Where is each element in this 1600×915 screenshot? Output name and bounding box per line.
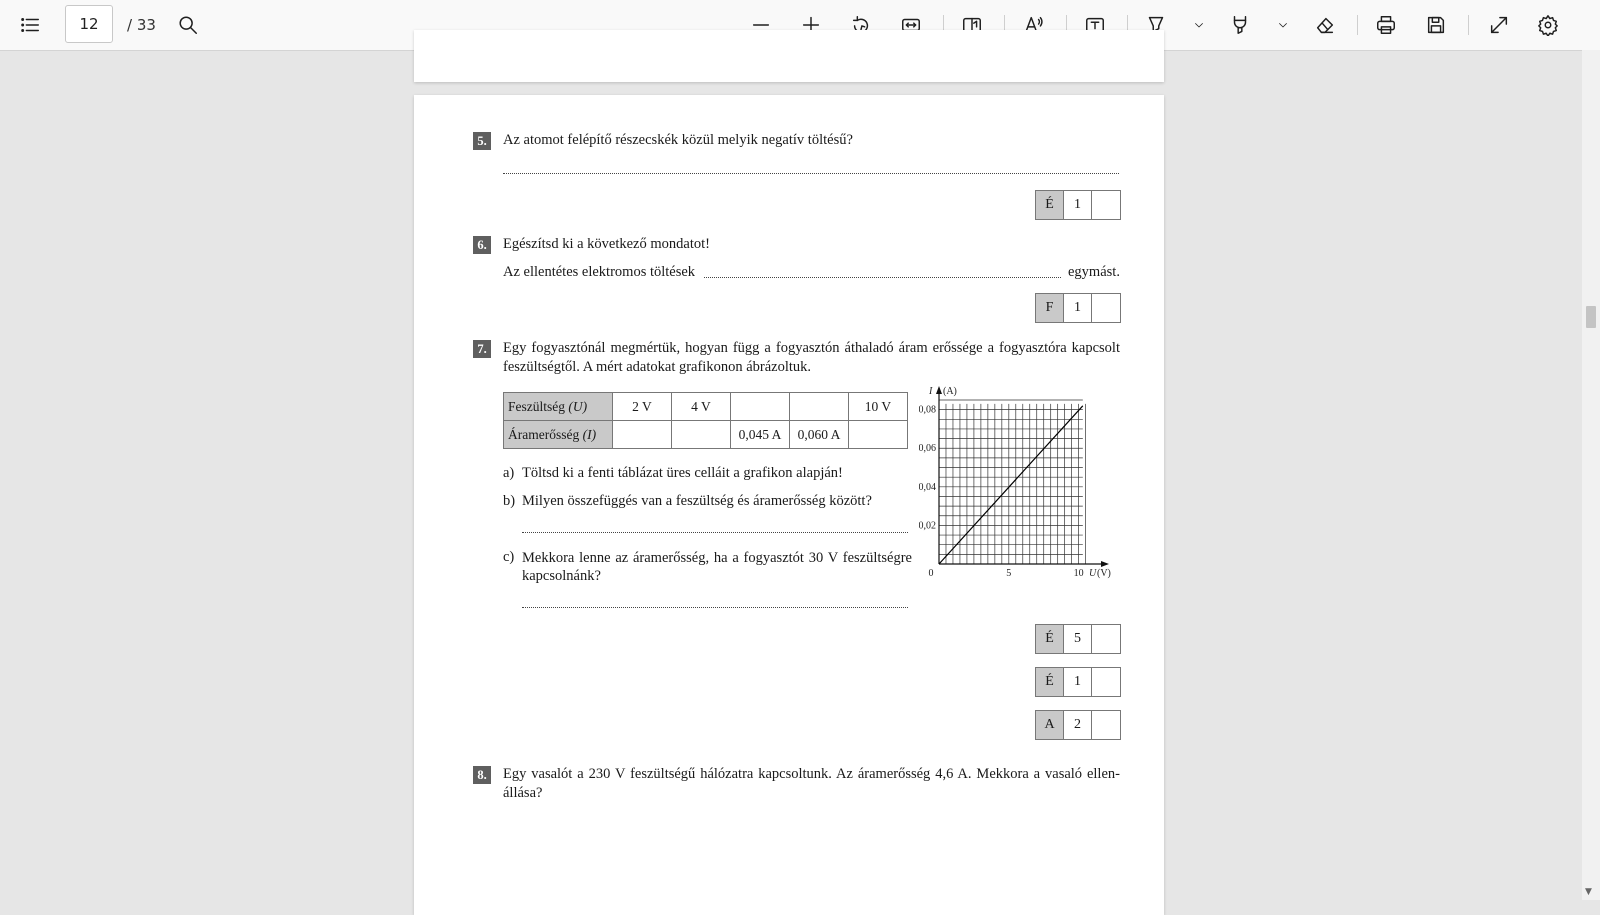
draw-options-chevron-down-icon[interactable] <box>1267 9 1299 41</box>
answer-line[interactable] <box>522 532 908 533</box>
subquestion-b: Milyen összefüggés van a feszültség és áramerősség között? <box>522 493 872 509</box>
x-tick-label: 5 <box>1006 568 1012 579</box>
subquestion-label: b) <box>503 493 516 509</box>
fullscreen-icon[interactable] <box>1483 9 1515 41</box>
print-icon[interactable] <box>1370 9 1402 41</box>
page-total: / 33 <box>127 16 156 34</box>
score-label: É <box>1036 191 1064 219</box>
subquestion-a: Töltsd ki a fenti táblázat üres celláit a grafikon alapján! <box>522 465 843 481</box>
score-field[interactable] <box>1092 191 1120 219</box>
page-number-input[interactable] <box>65 5 113 43</box>
document-page <box>414 95 1164 915</box>
question-7-text: Egy fogyasztónál megmértük, hogyan függ a fogyasztón áthaladó áram erőssége a fogyasztóra kapcsolt feszültségtől. A mért adatokat grafikonon ábrázoltuk. <box>503 340 1120 375</box>
sentence-end: egymást. <box>1068 264 1120 280</box>
score-box <box>1035 190 1121 220</box>
data-line <box>939 406 1083 564</box>
table-cell[interactable] <box>672 421 731 449</box>
score-points: 1 <box>1064 294 1092 322</box>
question-8-text: Egy vasalót a 230 V feszültségű hálózatra kapcsoltunk. Az áramerősség 4,6 A. Mekkora a vasaló ellenállása? <box>503 766 1120 801</box>
previous-page <box>414 30 1164 82</box>
sentence-start: Az ellentétes elektromos töltések <box>503 264 696 280</box>
score-label: É <box>1036 668 1064 696</box>
highlight-options-chevron-down-icon[interactable] <box>1183 9 1215 41</box>
score-box <box>1035 624 1121 654</box>
answer-line[interactable] <box>704 277 1061 278</box>
y-tick-label: 0,08 <box>919 404 936 416</box>
score-field[interactable] <box>1092 711 1120 739</box>
table-cell[interactable]: 2 V <box>613 393 672 421</box>
x-axis-symbol: U <box>1089 568 1097 579</box>
score-points: 2 <box>1064 711 1092 739</box>
question-5-text: Az atomot felépítő részecskék közül melyik negatív töltésű? <box>503 132 853 148</box>
score-points: 5 <box>1064 625 1092 653</box>
x-tick-label: 10 <box>1073 568 1084 579</box>
table-cell[interactable] <box>613 421 672 449</box>
y-axis-unit: (A) <box>943 386 957 397</box>
scrollbar-thumb[interactable] <box>1586 306 1596 328</box>
scrollbar[interactable] <box>1582 50 1600 900</box>
question-number: 7. <box>473 340 491 358</box>
voltage-header: Feszültség (U) <box>504 393 613 421</box>
table-cell[interactable]: 10 V <box>849 393 908 421</box>
score-box <box>1035 293 1121 323</box>
search-icon[interactable] <box>172 9 204 41</box>
y-tick-label: 0,06 <box>919 443 936 455</box>
subquestion-label: a) <box>503 465 515 481</box>
table-cell[interactable] <box>849 421 908 449</box>
score-box <box>1035 667 1121 697</box>
score-field[interactable] <box>1092 625 1120 653</box>
subquestion-label: c) <box>503 549 515 565</box>
y-tick-label: 0,04 <box>919 481 936 493</box>
score-field[interactable] <box>1092 294 1120 322</box>
score-points: 1 <box>1064 191 1092 219</box>
y-axis-symbol: I <box>929 386 933 397</box>
question-6-text: Egészítsd ki a következő mondatot! <box>503 236 710 252</box>
current-voltage-chart <box>919 385 1127 585</box>
x-tick-label: 0 <box>928 568 934 579</box>
question-number: 8. <box>473 766 491 784</box>
draw-icon[interactable] <box>1224 9 1256 41</box>
subquestion-c: Mekkora lenne az áramerősség, ha a fogyasztót 30 V feszültségre kapcsolnánk? <box>522 550 912 584</box>
table-cell[interactable]: 4 V <box>672 393 731 421</box>
question-number: 6. <box>473 236 491 254</box>
table-cell[interactable]: 0,045 A <box>731 421 790 449</box>
score-box <box>1035 710 1121 740</box>
y-tick-label: 0,02 <box>919 520 936 532</box>
erase-icon[interactable] <box>1309 9 1341 41</box>
save-icon[interactable] <box>1420 9 1452 41</box>
measurement-table <box>503 392 908 449</box>
table-cell[interactable] <box>731 393 790 421</box>
contents-icon[interactable] <box>14 9 46 41</box>
current-header: Áramerősség (I) <box>504 421 613 449</box>
settings-icon[interactable] <box>1532 9 1564 41</box>
x-axis-arrow <box>1101 561 1109 567</box>
score-label: F <box>1036 294 1064 322</box>
score-label: A <box>1036 711 1064 739</box>
score-field[interactable] <box>1092 668 1120 696</box>
answer-line[interactable] <box>522 607 908 608</box>
scroll-down-arrow-icon[interactable]: ▼ <box>1585 887 1592 897</box>
question-number: 5. <box>473 132 491 150</box>
score-label: É <box>1036 625 1064 653</box>
x-axis-unit: (V) <box>1097 568 1111 579</box>
answer-line[interactable] <box>503 173 1119 174</box>
table-cell[interactable] <box>790 393 849 421</box>
y-axis-arrow <box>936 386 942 394</box>
score-points: 1 <box>1064 668 1092 696</box>
table-cell[interactable]: 0,060 A <box>790 421 849 449</box>
